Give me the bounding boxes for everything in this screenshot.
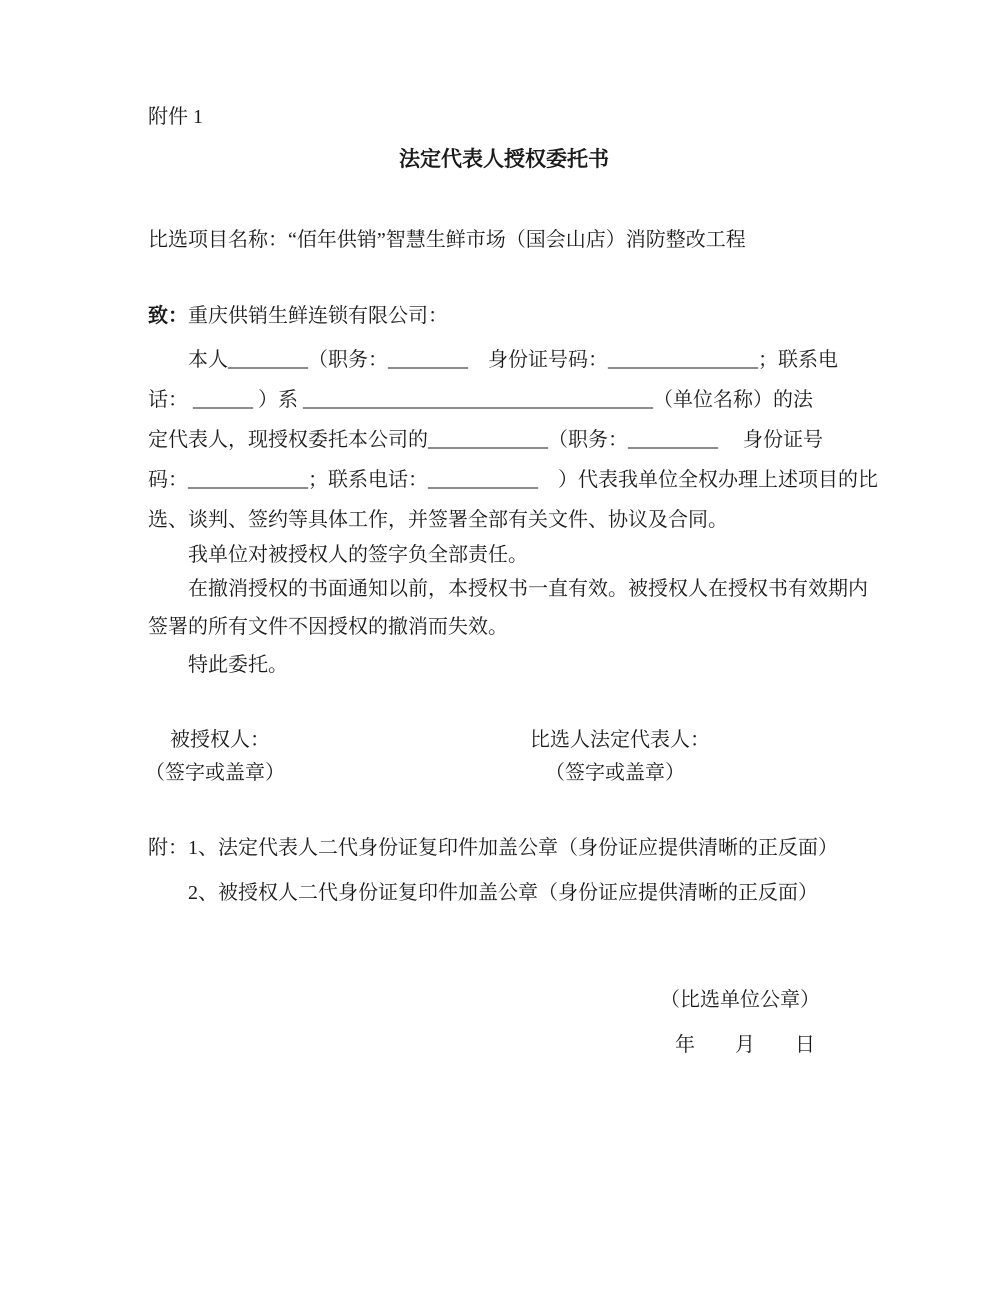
salutation-recipient: 重庆供销生鲜连锁有限公司： bbox=[188, 305, 448, 327]
legal-rep-label: 比选人法定代表人： bbox=[530, 729, 710, 751]
attachments-note-line: 附：1、法定代表人二代身份证复印件加盖公章（身份证应提供清晰的正反面） bbox=[148, 837, 838, 859]
authorization-paragraph bbox=[148, 340, 878, 540]
attachments-note bbox=[148, 826, 860, 916]
company-seal-note: （比选单位公章） bbox=[660, 989, 820, 1011]
attachments-note-line: 2、被授权人二代身份证复印件加盖公章（身份证应提供清晰的正反面） bbox=[188, 882, 818, 904]
closing-paragraph: 特此委托。 bbox=[188, 654, 288, 676]
validity-paragraph-line: 签署的所有文件不因授权的撤消而失效。 bbox=[148, 616, 508, 638]
authorization-line: 话： ______ ）系 ___________________________________（单位名称）的法 bbox=[148, 389, 813, 411]
attachment-label: 附件 1 bbox=[148, 106, 203, 128]
salutation-prefix: 致： bbox=[148, 305, 188, 327]
date-line: 年 月 日 bbox=[675, 1034, 815, 1056]
salutation-line bbox=[148, 302, 860, 330]
project-name-label: 比选项目名称： bbox=[148, 229, 288, 251]
legal-rep-sign-note: （签字或盖章） bbox=[545, 762, 685, 784]
authorization-line: 码：____________；联系电话：___________ ）代表我单位全权办理上述项目的比 bbox=[148, 469, 878, 491]
authorized-person-sign-note: （签字或盖章） bbox=[145, 762, 285, 784]
authorized-person-signature-block bbox=[145, 725, 285, 792]
authorization-line: 定代表人，现授权委托本公司的____________（职务：_________ 身份证号 bbox=[148, 429, 823, 451]
document-title: 法定代表人授权委托书 bbox=[399, 147, 609, 171]
authorization-line: 本人________（职务：________ 身份证号码：_______________；联系电 bbox=[188, 349, 838, 371]
responsibility-paragraph: 我单位对被授权人的签字负全部责任。 bbox=[188, 544, 528, 566]
validity-paragraph-line: 在撤消授权的书面通知以前，本授权书一直有效。被授权人在授权书有效期内 bbox=[188, 578, 868, 600]
legal-rep-signature-block bbox=[530, 725, 710, 792]
authorized-person-label: 被授权人： bbox=[170, 729, 270, 751]
project-name-line bbox=[148, 226, 860, 254]
authorization-line: 选、谈判、签约等具体工作，并签署全部有关文件、协议及合同。 bbox=[148, 509, 728, 531]
signature-row bbox=[145, 725, 860, 792]
project-name-value: “佰年供销”智慧生鲜市场（国会山店）消防整改工程 bbox=[288, 229, 746, 251]
